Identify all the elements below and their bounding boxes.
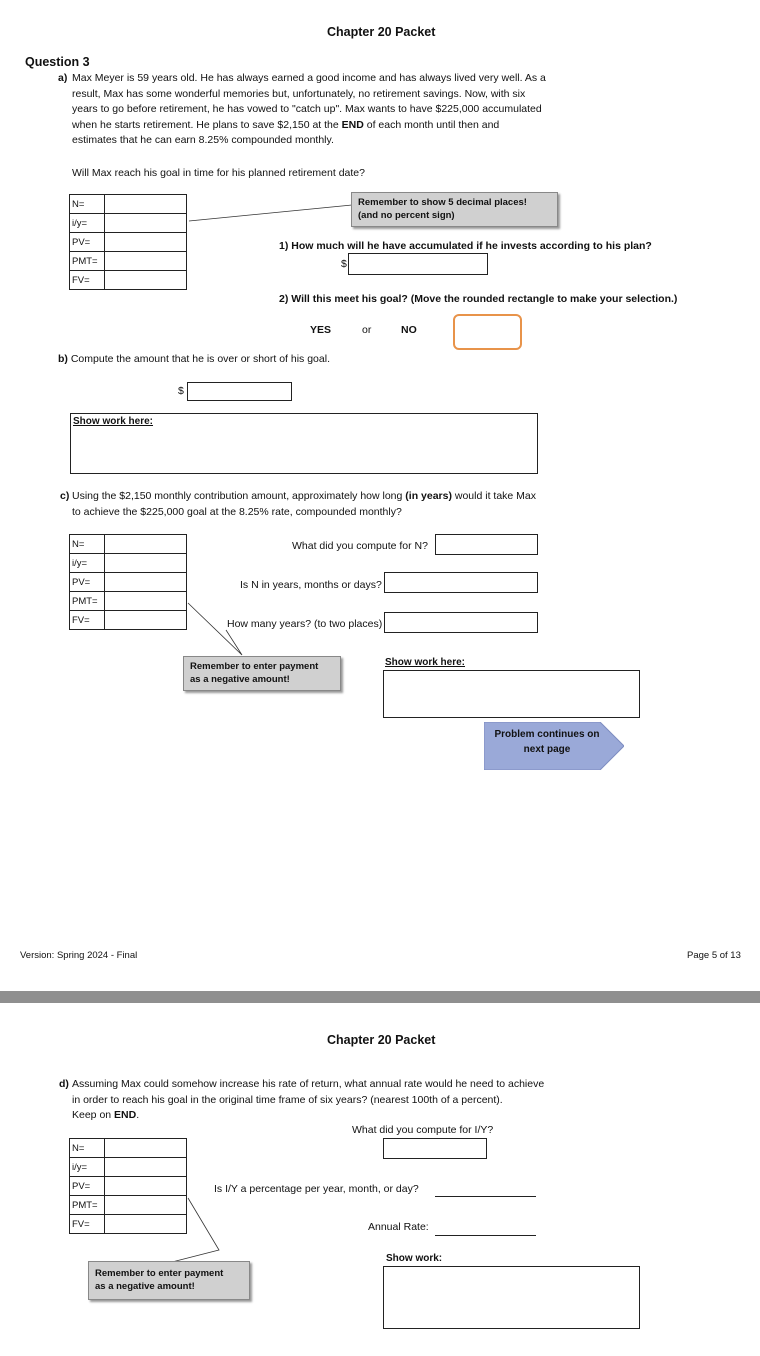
- annual-rate-line[interactable]: [435, 1222, 536, 1236]
- tvm-label: N=: [70, 1139, 105, 1158]
- selection-rounded-rectangle[interactable]: [453, 314, 522, 350]
- yes-option[interactable]: YES: [310, 324, 332, 336]
- show-work-box-d[interactable]: [383, 1266, 640, 1329]
- footer-version: Version: Spring 2024 - Final: [20, 950, 138, 961]
- footer-page-number: Page 5 of 13: [687, 950, 741, 961]
- show-work-box-b[interactable]: [70, 413, 538, 474]
- tvm-label: N=: [70, 195, 105, 214]
- tvm-row: [70, 214, 187, 233]
- tvm-row: [70, 1215, 187, 1234]
- tvm-row: [70, 535, 187, 554]
- tvm-row: [70, 573, 187, 592]
- tvm-input-n[interactable]: [105, 195, 187, 214]
- tvm-row: [70, 592, 187, 611]
- tvm-table-c: [69, 534, 187, 630]
- question-2: 2) Will this meet his goal? (Move the rounded rectangle to make your selection.): [279, 293, 678, 305]
- tvm-label: PMT=: [70, 252, 105, 271]
- tvm-row: [70, 1139, 187, 1158]
- tvm-label: FV=: [70, 611, 105, 630]
- tvm-label: PV=: [70, 573, 105, 592]
- negative-payment-callout: Remember to enter payment as a negative amount!: [183, 656, 341, 691]
- negative-payment-callout: Remember to enter payment as a negative amount!: [88, 1261, 250, 1300]
- tvm-input-n[interactable]: [105, 535, 187, 554]
- page-header: Chapter 20 Packet: [327, 1033, 436, 1047]
- computed-iy-input[interactable]: [383, 1138, 487, 1159]
- part-d-label: d): [59, 1078, 69, 1090]
- tvm-row: [70, 1196, 187, 1215]
- part-d-paragraph: Assuming Max could somehow increase his rate of return, what annual rate would he need to achieve in order to reach his goal in the original time frame of six years? (nearest 100th of a percent). Keep on END.: [72, 1078, 545, 1121]
- show-work-box-c[interactable]: [383, 670, 640, 718]
- part-a-question: Will Max reach his goal in time for his planned retirement date?: [72, 167, 365, 179]
- part-c-label: c): [60, 490, 70, 502]
- tvm-row: [70, 611, 187, 630]
- over-short-amount-input[interactable]: [187, 382, 292, 401]
- show-work-label: Show work:: [386, 1253, 443, 1264]
- compute-iy-label: What did you compute for I/Y?: [352, 1124, 494, 1136]
- tvm-input-pv[interactable]: [105, 573, 187, 592]
- tvm-input-iy[interactable]: [105, 214, 187, 233]
- tvm-label: i/y=: [70, 554, 105, 573]
- n-units-label: Is N in years, months or days?: [240, 579, 382, 591]
- question-1: 1) How much will he have accumulated if he invests according to his plan?: [279, 240, 652, 252]
- tvm-label: PV=: [70, 233, 105, 252]
- part-a-paragraph: Max Meyer is 59 years old. He has always earned a good income and has always lived very well. As a result, Max has some wonderful memories but, unfortunately, no retirement savings. Now, with six years to go before retirement, he has vowed to "catch up". Max wants to have $225,000 accumulated when he starts retirement. He plans to save $2,150 at the END of each month until then and estimates that he can earn 8.25% compounded monthly.: [72, 72, 546, 146]
- tvm-table-a: [69, 194, 187, 290]
- tvm-label: i/y=: [70, 214, 105, 233]
- show-work-label: Show work here:: [73, 416, 154, 427]
- part-c-paragraph: Using the $2,150 monthly contribution amount, approximately how long (in years) would it take Max to achieve the $225,000 goal at the 8.25% rate, compounded monthly?: [72, 490, 537, 518]
- tvm-input-pv[interactable]: [105, 1177, 187, 1196]
- dollar-sign: $: [341, 258, 347, 270]
- part-b-question: b) Compute the amount that he is over or short of his goal.: [58, 353, 330, 365]
- years-label: How many years? (to two places): [227, 618, 383, 630]
- tvm-label: FV=: [70, 271, 105, 290]
- tvm-row: [70, 233, 187, 252]
- accumulated-amount-input[interactable]: [348, 253, 488, 275]
- annual-rate-label: Annual Rate:: [368, 1221, 429, 1233]
- question-title: Question 3: [25, 55, 90, 69]
- tvm-input-fv[interactable]: [105, 611, 187, 630]
- years-input[interactable]: [384, 612, 538, 633]
- n-units-input[interactable]: [384, 572, 538, 593]
- tvm-input-pv[interactable]: [105, 233, 187, 252]
- tvm-input-pmt[interactable]: [105, 592, 187, 611]
- tvm-input-iy[interactable]: [105, 554, 187, 573]
- continue-arrow-text: Problem continues on next page: [494, 729, 600, 755]
- tvm-label: FV=: [70, 1215, 105, 1234]
- page-header: Chapter 20 Packet: [327, 25, 436, 39]
- tvm-row: [70, 1158, 187, 1177]
- tvm-input-fv[interactable]: [105, 1215, 187, 1234]
- tvm-row: [70, 1177, 187, 1196]
- no-option[interactable]: NO: [401, 324, 417, 336]
- tvm-row: [70, 252, 187, 271]
- tvm-input-fv[interactable]: [105, 271, 187, 290]
- show-work-label: Show work here:: [385, 657, 466, 668]
- tvm-input-pmt[interactable]: [105, 1196, 187, 1215]
- tvm-table-d: [69, 1138, 187, 1234]
- iy-units-label: Is I/Y a percentage per year, month, or day?: [214, 1183, 419, 1195]
- tvm-label: PMT=: [70, 592, 105, 611]
- computed-n-input[interactable]: [435, 534, 538, 555]
- or-text: or: [362, 324, 372, 336]
- dollar-sign: $: [178, 385, 184, 397]
- decimal-places-callout: Remember to show 5 decimal places! (and no percent sign): [351, 192, 558, 227]
- compute-n-label: What did you compute for N?: [292, 540, 428, 552]
- tvm-label: i/y=: [70, 1158, 105, 1177]
- part-a-label: a): [58, 72, 68, 84]
- tvm-row: [70, 554, 187, 573]
- tvm-input-n[interactable]: [105, 1139, 187, 1158]
- tvm-label: PV=: [70, 1177, 105, 1196]
- tvm-row: [70, 195, 187, 214]
- tvm-input-pmt[interactable]: [105, 252, 187, 271]
- tvm-label: PMT=: [70, 1196, 105, 1215]
- tvm-label: N=: [70, 535, 105, 554]
- tvm-input-iy[interactable]: [105, 1158, 187, 1177]
- page-break: [0, 991, 760, 1003]
- iy-units-line[interactable]: [435, 1183, 536, 1197]
- tvm-row: [70, 271, 187, 290]
